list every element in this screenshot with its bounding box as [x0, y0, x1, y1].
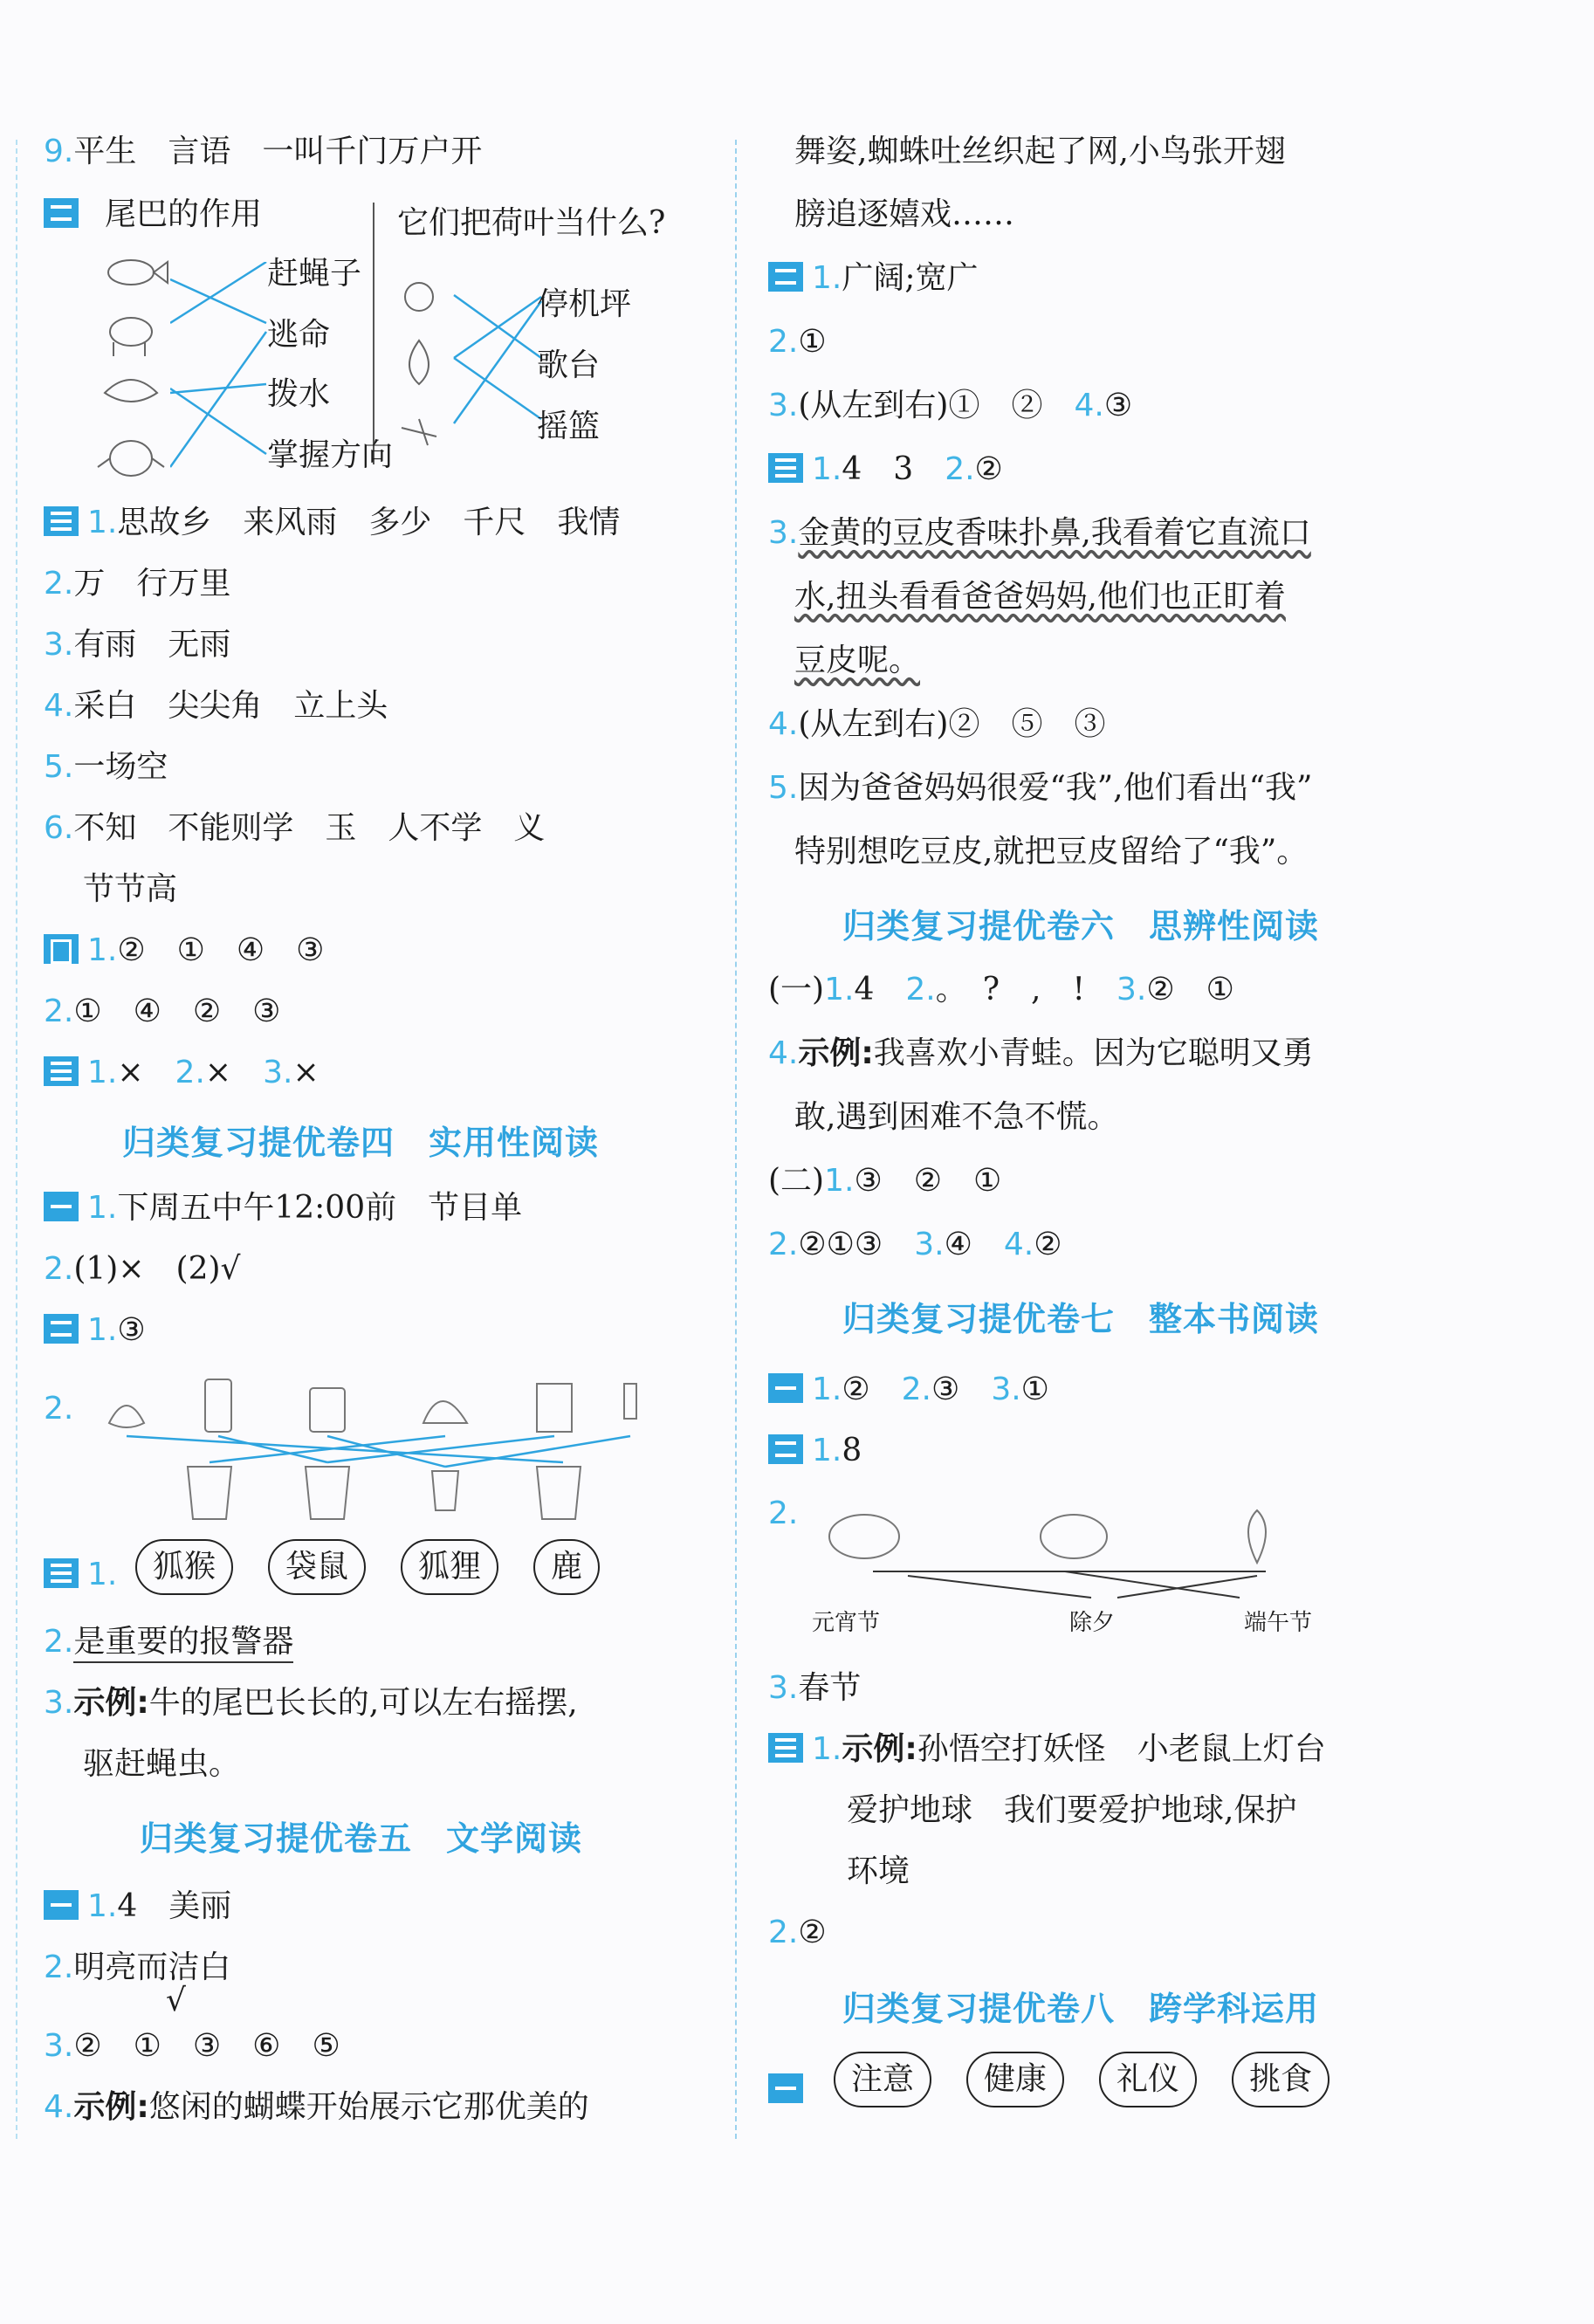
left-margin-rule	[16, 140, 17, 2139]
garbage-sorting-graphic	[92, 1371, 650, 1545]
section-1-badge	[768, 1373, 803, 1403]
section-3-badge	[44, 1558, 79, 1588]
animal-icons	[96, 244, 175, 480]
answer-line: 1.8	[768, 1430, 862, 1472]
answer-line: 1.	[44, 1554, 117, 1596]
answer-line: 2.是重要的报警器	[44, 1621, 293, 1663]
answer-line: 1.示例:孙悟空打妖怪 小老鼠上灯台	[768, 1729, 1326, 1771]
pill-option: 狐猴	[135, 1539, 233, 1595]
section-2-badge	[44, 198, 79, 228]
section-5-line: 1.× 2.× 3.×	[44, 1052, 319, 1094]
family-dinner-icon	[829, 1515, 899, 1558]
section-1-badge	[44, 1192, 79, 1221]
section-1-badge	[44, 1890, 79, 1920]
frog-icon	[405, 283, 433, 311]
answer-line: 1.下周五中午12:00前 节目单	[44, 1187, 522, 1229]
pill-option: 鹿	[533, 1539, 600, 1595]
answer-line: 2.②①③ 3.④ 4.②	[768, 1227, 1062, 1262]
section-heading-4: 归类复习提优卷四 实用性阅读	[122, 1124, 600, 1162]
answer-line: 3.(从左到右)① ② 4.③	[768, 388, 1133, 423]
section-heading-6: 归类复习提优卷六 思辨性阅读	[842, 907, 1320, 945]
answer-line: 1.4 3 2.②	[768, 449, 1003, 491]
match-left-3: 拨水	[267, 376, 331, 412]
answer-line: 驱赶蝇虫。	[83, 1746, 241, 1782]
lizard-icon	[110, 441, 152, 476]
answer-line: 5.一场空	[44, 749, 168, 785]
answer-line: 3.春节	[768, 1670, 862, 1706]
answer-line: 4.采白 尖尖角 立上头	[44, 688, 388, 724]
pill-option: 挑食	[1232, 2052, 1329, 2107]
section-3-line: 1.思故乡 来风雨 多少 千尺 我情	[44, 502, 620, 544]
answer-line: 1.② 2.③ 3.①	[768, 1369, 1049, 1411]
answer-line: 3.示例:牛的尾巴长长的,可以左右摇摆,	[44, 1685, 578, 1721]
dragon-boat-icon	[1248, 1510, 1266, 1563]
water-drop-icon	[409, 340, 429, 384]
answer-line: 特别想吃豆皮,就把豆皮留给了“我”。	[794, 834, 1309, 870]
section-2-badge	[768, 1434, 803, 1464]
section-2-title: 尾巴的作用	[44, 194, 262, 236]
section-2-question: 它们把荷叶当什么?	[397, 205, 666, 241]
section-1-badge	[768, 2073, 803, 2103]
can-icon	[205, 1379, 231, 1432]
answer-line: 9.平生 言语 一叫千门万户开	[44, 134, 483, 169]
answer-line: 2.① ④ ② ③	[44, 994, 281, 1029]
section-heading-5: 归类复习提优卷五 文学阅读	[140, 1819, 583, 1858]
pill-option: 狐狸	[401, 1539, 498, 1595]
festival-label: 元宵节	[812, 1610, 881, 1636]
cow-icon	[110, 318, 152, 346]
check-mark: √	[166, 1983, 186, 2018]
kitchen-waste-bin-icon	[537, 1467, 581, 1519]
answer-line: (一)1.4 2.。 ? , ! 3.② ①	[768, 972, 1234, 1007]
lightbulb-icon	[624, 1384, 636, 1419]
festival-label: 端午节	[1244, 1610, 1313, 1636]
answer-line: 2.①	[768, 324, 827, 360]
answer-line: 3.有雨 无雨	[44, 627, 231, 663]
answer-line: 5.因为爸爸妈妈很爱“我”,他们看出“我”	[768, 770, 1313, 806]
banana-peel-icon	[109, 1406, 144, 1427]
section-4-badge	[44, 934, 79, 964]
answer-line: 水,扭头看看爸爸妈妈,他们也正盯着	[794, 579, 1286, 615]
pill-option: 礼仪	[1099, 2052, 1197, 2107]
answer-line: 2.万 行万里	[44, 566, 231, 602]
answer-line: 敢,遇到困难不急不慌。	[794, 1099, 1119, 1135]
answer-line: 节节高	[83, 871, 178, 907]
answer-line: 豆皮呢。	[794, 643, 921, 678]
section-2-badge	[768, 262, 803, 292]
answer-line: 2.(1)× (2)√	[44, 1251, 241, 1287]
pill-option: 注意	[834, 2052, 931, 2107]
answer-line: 4.示例:悠闲的蝴蝶开始展示它那优美的	[44, 2089, 589, 2125]
answer-line	[768, 2069, 812, 2111]
section-3-badge	[768, 1733, 803, 1763]
answer-line: 3.金黄的豆皮香味扑鼻,我看着它直流口	[768, 515, 1311, 551]
pill-option: 袋鼠	[268, 1539, 366, 1595]
answer-line: 1.广阔;宽广	[768, 258, 979, 299]
bird-icon	[105, 380, 157, 402]
answer-line: 6.不知 不能则学 玉 人不学 义	[44, 810, 546, 846]
section-5-badge	[44, 1056, 79, 1086]
festival-label: 除夕	[1069, 1610, 1116, 1636]
dragonfly-icon	[402, 419, 436, 445]
matching-divider	[373, 203, 374, 464]
match-left-2: 逃命	[267, 317, 331, 353]
match-left-4: 掌握方向	[267, 437, 394, 473]
match-right-3: 摇篮	[537, 409, 601, 444]
section-4-line: 1.② ① ④ ③	[44, 930, 324, 972]
battery-icon	[310, 1388, 345, 1432]
match-right-1: 停机坪	[537, 286, 632, 322]
section-3-badge	[44, 506, 79, 536]
hazardous-bin-icon	[432, 1471, 458, 1510]
dumpling-family-icon	[1041, 1515, 1107, 1558]
section-heading-7: 归类复习提优卷七 整本书阅读	[842, 1300, 1320, 1338]
answer-line: 2.明亮而洁白	[44, 1949, 231, 1985]
answer-line: 膀追逐嬉戏……	[794, 196, 1015, 232]
paper-ball-icon	[423, 1401, 467, 1423]
recyclable-bin-icon	[306, 1467, 349, 1519]
other-waste-bin-icon	[188, 1467, 231, 1519]
festival-matching-graphic	[803, 1502, 1432, 1641]
answer-line: 爱护地球 我们要爱护地球,保护	[847, 1792, 1297, 1828]
section-2-badge	[44, 1314, 79, 1344]
answer-line: 4.示例:我喜欢小青蛙。因为它聪明又勇	[768, 1035, 1314, 1071]
pill-option: 健康	[966, 2052, 1064, 2107]
answer-line: (二)1.③ ② ①	[768, 1163, 1002, 1199]
answer-line: 环境	[847, 1853, 910, 1889]
answer-line: 3.② ① ③ ⑥ ⑤	[44, 2028, 340, 2064]
match-right-2: 歌台	[537, 347, 601, 383]
answer-line: 2.	[768, 1495, 799, 1531]
match-left-1: 赶蝇子	[267, 256, 362, 292]
fish-icon	[108, 260, 154, 285]
section-heading-8: 归类复习提优卷八 跨学科运用	[842, 1990, 1320, 2028]
answer-line: 1.③	[44, 1310, 146, 1351]
answer-line: 舞姿,蜘蛛吐丝织起了网,小鸟张开翅	[794, 134, 1286, 169]
section-3-badge	[768, 453, 803, 483]
animal-pills	[135, 1539, 635, 1595]
answer-line: 4.(从左到右)② ⑤ ③	[768, 706, 1106, 742]
newspaper-icon	[537, 1384, 572, 1432]
word-pills	[834, 2052, 1364, 2107]
answer-line: 2.②	[768, 1915, 827, 1950]
answer-line: 1.4 美丽	[44, 1886, 231, 1928]
answer-line: 2.	[44, 1391, 74, 1427]
